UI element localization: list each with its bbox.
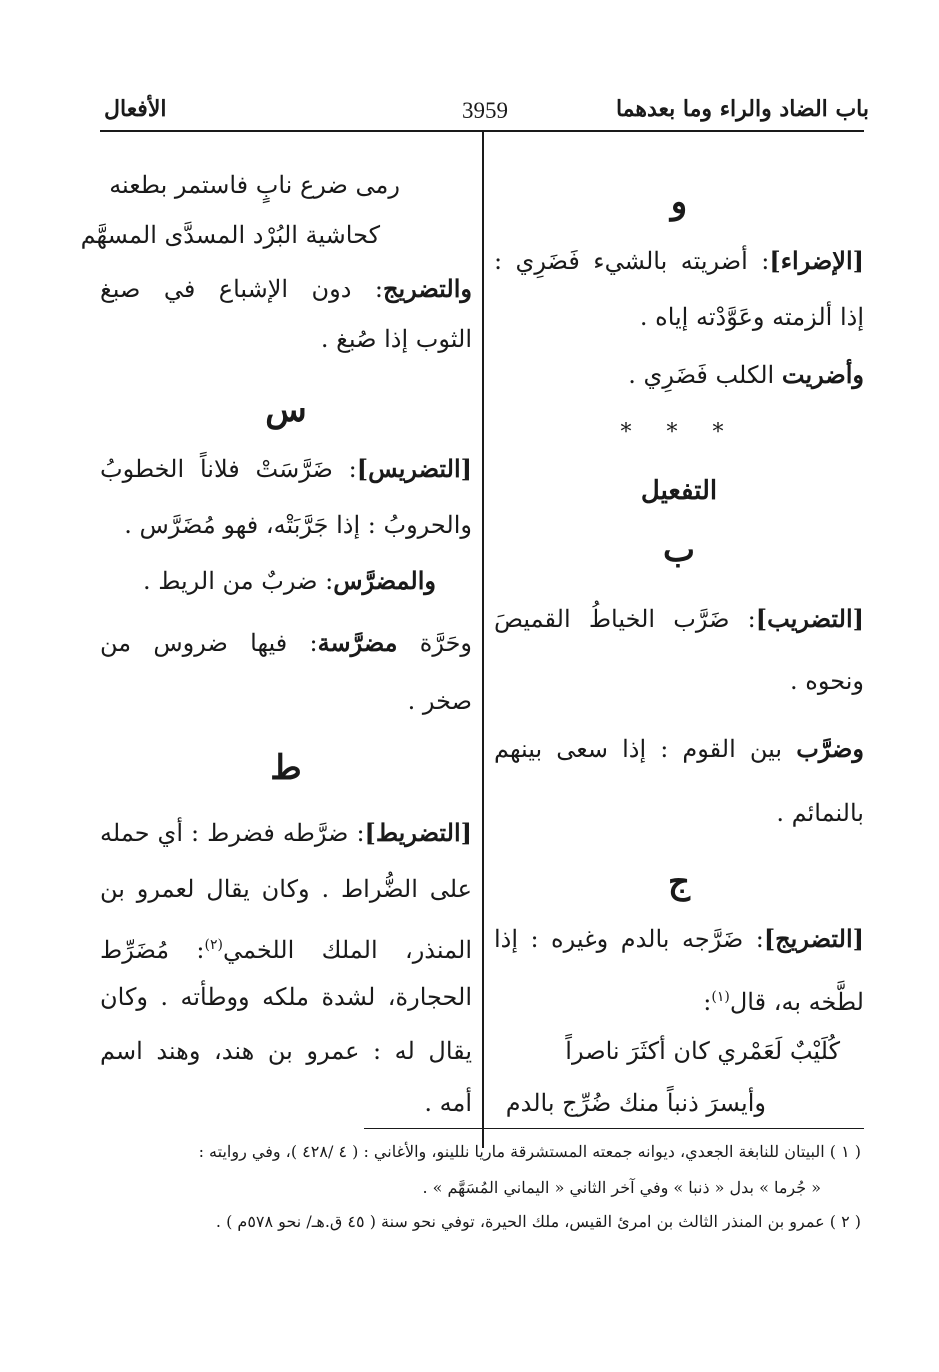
letter-heading-sin: س	[265, 390, 307, 430]
footnote-ref: (٢)	[204, 937, 223, 953]
entry-line	[100, 928, 472, 962]
entry-term: [التضريط]	[364, 818, 472, 847]
entry-text: : أضريته بالشيء فَضَرِي :	[494, 247, 770, 275]
footnote-ref: (١)	[711, 989, 730, 1005]
entry-term: والمضرَّس	[333, 566, 436, 595]
verse-line: كحاشية البُرْد المسدَّى المسهَّم	[80, 221, 380, 249]
entry-line	[143, 564, 436, 598]
entry-line	[100, 452, 472, 486]
entry-text: : فيها ضروس من	[100, 629, 318, 657]
entry-line: يقال له : عمرو بن هند، وهند اسم	[100, 1037, 472, 1065]
entry-line	[628, 358, 864, 392]
verse-line: رمى ضرع نابٍ فاستمر بطعنه	[109, 171, 400, 199]
entry-text: وحَرَّة	[419, 629, 472, 657]
entry-term: [التضريس]	[356, 454, 472, 483]
footnote-1-line-2: « جُرما » بدل « ذنبا » وفي آخر الثاني « اليماني المُسَهَّم » .	[422, 1178, 821, 1197]
section-title: التفعيل	[640, 476, 718, 506]
footnote-2: ( ٢ ) عمرو بن المنذر الثالث بن امرئ القيس، ملك الحيرة، توفي نحو سنة ( ٤٥ ق.هـ/ نحو ٥٧٨م ) .	[215, 1212, 861, 1231]
entry-line: على الضُّراط . وكان يقال لعمرو بن	[100, 875, 472, 903]
entry-line: صخر .	[407, 687, 472, 715]
entry-line	[100, 272, 472, 306]
entry-text: : ضربٌ من الريط .	[142, 567, 334, 595]
running-header-section: الأفعال	[104, 96, 167, 122]
entry-term: [التضريج]	[763, 924, 864, 953]
footnote-rule	[364, 1128, 864, 1129]
entry-text: : ضَرَّسَتْ فلاناً الخطوبُ	[100, 455, 357, 483]
letter-heading-jim: ج	[668, 862, 690, 902]
letter-heading-waw: و	[670, 182, 688, 222]
entry-term: [الإضراء]	[769, 246, 864, 275]
entry-text: : ضَرَّجه بالدم وغيره : إذا	[494, 925, 764, 953]
entry-line	[703, 980, 864, 1014]
entry-text: الكلب فَضَرِي .	[628, 361, 775, 389]
letter-heading-ta: ط	[270, 748, 302, 788]
letter-heading-ba: ب	[662, 530, 695, 570]
page-number: 3959	[462, 98, 508, 123]
entry-line	[100, 816, 472, 850]
entry-line	[494, 244, 864, 278]
entry-line: بالنمائم .	[776, 799, 864, 827]
entry-term: وضرَّب	[796, 734, 864, 763]
entry-line: ونحوه .	[790, 667, 864, 695]
column-divider	[482, 132, 484, 1148]
entry-term: وأضريت	[781, 360, 864, 389]
section-separator: * * *	[620, 420, 738, 445]
verse-line: كُلَيْبٌ لَعَمْري كان أكثَرَ ناصراً	[565, 1037, 840, 1065]
entry-term: [التضريب]	[755, 604, 864, 633]
entry-text: : مُضَرِّط	[100, 936, 205, 964]
running-header-chapter: باب الضاد والراء وما بعدهما	[615, 96, 869, 122]
entry-line: الثوب إذا صُبغ .	[320, 325, 472, 353]
entry-line	[100, 626, 472, 660]
entry-line: أمه .	[424, 1089, 472, 1117]
entry-line: والحروبُ : إذا جَرَّبَتْه، فهو مُضَرَّس .	[124, 511, 472, 539]
entry-text: : دون الإشباع في صبغ	[100, 275, 383, 303]
entry-text: لطَّخه به، قال	[729, 988, 864, 1016]
entry-line: الحجارة، لشدة ملكه ووطأته . وكان	[100, 983, 472, 1011]
entry-line	[494, 602, 864, 636]
entry-text: المنذر، الملك اللخمي	[222, 936, 472, 964]
entry-term: والتضريج	[382, 274, 472, 303]
entry-line	[494, 732, 864, 766]
entry-line: إذا ألزمته وعَوَّدْته إياه .	[639, 303, 864, 331]
entry-text: : ضَرَّب الخياطُ القميصَ	[494, 605, 756, 633]
entry-line	[494, 922, 864, 956]
verse-line: وأيسرَ ذنباً منك ضُرِّج بالدم	[505, 1089, 766, 1117]
entry-text: بين القوم : إذا سعى بينهم	[494, 735, 783, 763]
entry-text: : ضرَّطه فضرط : أي حمله	[100, 819, 365, 847]
entry-term: مضرَّسة	[317, 628, 398, 657]
entry-text: :	[703, 988, 712, 1016]
footnote-1-line-1: ( ١ ) البيتان للنابغة الجعدي، ديوانه جمعته المستشرقة ماريا نللينو، والأغاني : ( ٤ /٤٢٨ )، وفي روايته :	[198, 1142, 861, 1161]
